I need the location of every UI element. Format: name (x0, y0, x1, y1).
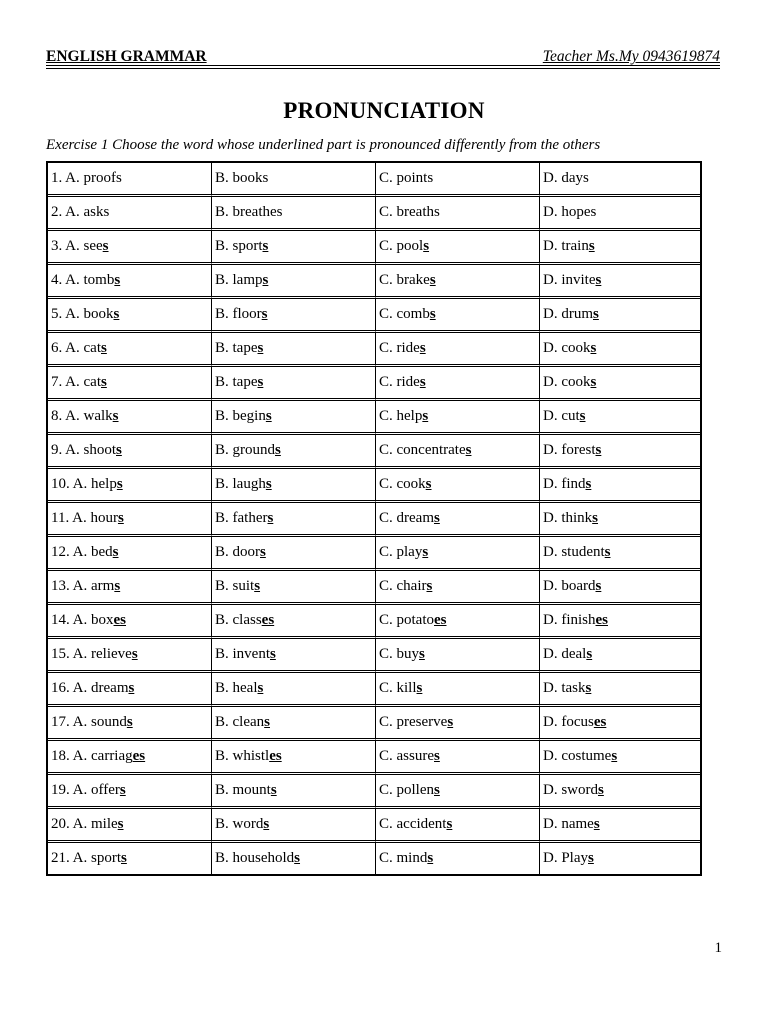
underlined-ending: s (598, 782, 604, 798)
option-text: D. think (543, 510, 593, 526)
option-text: D. name (543, 816, 594, 832)
option-text: B. clean (215, 714, 265, 730)
option-b-cell (212, 367, 376, 401)
option-c-cell (376, 605, 540, 639)
option-text: C. ride (379, 374, 420, 390)
option-text: D. train (543, 238, 589, 254)
question-row (48, 537, 700, 571)
underlined-ending: es (113, 612, 127, 628)
option-b-cell (212, 503, 376, 537)
option-text: B. sport (215, 238, 263, 254)
underlined-ending: es (269, 748, 282, 764)
underlined-ending: es (132, 748, 146, 764)
underlined-ending: s (294, 850, 301, 866)
underlined-ending: s (588, 850, 594, 866)
option-c-cell (376, 809, 540, 843)
option-c-cell (376, 673, 540, 707)
option-a-cell (48, 435, 212, 469)
option-text: B. tape (215, 374, 258, 390)
option-text: 21. A. sport (51, 850, 122, 866)
option-a-cell (48, 265, 212, 299)
option-text: C. concentrate (379, 442, 466, 458)
underlined-ending: s (590, 340, 597, 356)
header-rule-secondary (46, 68, 720, 69)
underlined-ending: s (419, 646, 425, 662)
option-b-cell (212, 605, 376, 639)
page-number: 1 (714, 940, 722, 956)
option-text: D. finish (543, 612, 596, 628)
option-text: B. laugh (215, 476, 266, 492)
question-row (48, 775, 700, 809)
option-d-cell (540, 333, 700, 367)
underlined-ending: s (585, 680, 592, 696)
underlined-ending: s (270, 646, 276, 662)
option-a-cell (48, 707, 212, 741)
underlined-ending: s (419, 374, 426, 390)
option-b-cell (212, 401, 376, 435)
question-row (48, 571, 700, 605)
option-a-cell (48, 741, 212, 775)
question-row (48, 673, 700, 707)
option-text: D. task (543, 680, 586, 696)
underlined-ending: s (112, 544, 119, 560)
option-text: 3. A. see (51, 238, 103, 254)
option-text: 9. A. shoot (51, 442, 117, 458)
underlined-ending: s (114, 272, 121, 288)
option-a-cell (48, 163, 212, 197)
option-text: B. breathes (215, 204, 283, 220)
option-text: C. points (379, 170, 434, 186)
option-text: C. dream (379, 510, 434, 526)
option-text: 12. A. bed (51, 544, 113, 560)
question-row (48, 707, 700, 741)
option-a-cell (48, 605, 212, 639)
option-text: B. father (215, 510, 268, 526)
option-b-cell (212, 333, 376, 367)
underlined-ending: s (465, 442, 472, 458)
underlined-ending: s (257, 340, 264, 356)
option-text: C. cook (379, 476, 426, 492)
underlined-ending: s (270, 782, 277, 798)
option-text: D. days (543, 170, 589, 186)
option-c-cell (376, 367, 540, 401)
option-text: B. whistl (215, 748, 270, 764)
option-a-cell (48, 401, 212, 435)
answer-table-body (48, 163, 700, 874)
underlined-ending: s (257, 680, 264, 696)
option-text: D. board (543, 578, 596, 594)
underlined-ending: s (595, 272, 602, 288)
question-row (48, 605, 700, 639)
option-c-cell (376, 775, 540, 809)
underlined-ending: s (257, 374, 264, 390)
option-text: B. invent (215, 646, 270, 662)
option-text: B. floor (215, 306, 262, 322)
underlined-ending: s (588, 238, 595, 254)
underlined-ending: s (585, 476, 592, 492)
option-b-cell (212, 843, 376, 874)
underlined-ending: s (593, 816, 600, 832)
option-c-cell (376, 843, 540, 874)
option-text: C. preserve (379, 714, 448, 730)
underlined-ending: s (429, 272, 436, 288)
question-row (48, 197, 700, 231)
option-d-cell (540, 741, 700, 775)
option-text: D. forest (543, 442, 596, 458)
underlined-ending: s (126, 714, 133, 730)
option-text: C. accident (379, 816, 447, 832)
option-b-cell (212, 571, 376, 605)
underlined-ending: s (267, 510, 274, 526)
underlined-ending: s (586, 646, 593, 662)
option-c-cell (376, 197, 540, 231)
underlined-ending: s (426, 578, 433, 594)
option-b-cell (212, 231, 376, 265)
option-text: 20. A. mile (51, 816, 118, 832)
underlined-ending: s (117, 816, 124, 832)
option-text: 14. A. box (51, 612, 114, 628)
option-d-cell (540, 231, 700, 265)
option-text: C. assure (379, 748, 434, 764)
underlined-ending: s (590, 374, 597, 390)
question-row (48, 469, 700, 503)
underlined-ending: s (595, 442, 602, 458)
option-text: 15. A. relieve (51, 646, 132, 662)
option-text: B. door (215, 544, 260, 560)
option-text: B. tape (215, 340, 258, 356)
option-d-cell (540, 401, 700, 435)
underlined-ending: s (265, 408, 272, 424)
underlined-ending: s (275, 442, 281, 458)
option-text: 13. A. arm (51, 578, 115, 594)
option-a-cell (48, 775, 212, 809)
question-row (48, 231, 700, 265)
underlined-ending: s (112, 408, 119, 424)
option-text: 1. A. proofs (51, 170, 122, 186)
underlined-ending: s (119, 782, 126, 798)
underlined-ending: s (434, 782, 440, 798)
option-b-cell (212, 809, 376, 843)
option-d-cell (540, 163, 700, 197)
option-a-cell (48, 333, 212, 367)
underlined-ending: s (116, 442, 122, 458)
option-c-cell (376, 435, 540, 469)
question-row (48, 843, 700, 874)
option-d-cell (540, 265, 700, 299)
underlined-ending: s (595, 578, 602, 594)
option-text: C. mind (379, 850, 428, 866)
option-c-cell (376, 639, 540, 673)
underlined-ending: s (116, 476, 123, 492)
option-text: B. word (215, 816, 264, 832)
option-a-cell (48, 639, 212, 673)
option-c-cell (376, 537, 540, 571)
question-row (48, 333, 700, 367)
option-text: C. play (379, 544, 423, 560)
option-d-cell (540, 435, 700, 469)
option-text: D. Play (543, 850, 588, 866)
underlined-ending: s (121, 850, 127, 866)
question-row (48, 265, 700, 299)
underlined-ending: es (434, 612, 447, 628)
underlined-ending: es (595, 612, 608, 628)
option-d-cell (540, 469, 700, 503)
option-d-cell (540, 775, 700, 809)
underlined-ending: s (260, 544, 266, 560)
option-text: D. deal (543, 646, 587, 662)
option-a-cell (48, 503, 212, 537)
underlined-ending: s (593, 306, 599, 322)
option-d-cell (540, 673, 700, 707)
question-row (48, 503, 700, 537)
option-b-cell (212, 435, 376, 469)
option-a-cell (48, 809, 212, 843)
option-b-cell (212, 673, 376, 707)
underlined-ending: es (261, 612, 275, 628)
underlined-ending: s (263, 816, 270, 832)
option-text: 7. A. cat (51, 374, 101, 390)
option-d-cell (540, 197, 700, 231)
option-c-cell (376, 707, 540, 741)
header-subject: ENGLISH GRAMMAR (46, 48, 207, 65)
underlined-ending: s (434, 748, 440, 764)
underlined-ending: s (102, 238, 109, 254)
option-text: D. cook (543, 374, 591, 390)
option-d-cell (540, 809, 700, 843)
option-text: C. potato (379, 612, 434, 628)
underlined-ending: s (128, 680, 135, 696)
underlined-ending: s (579, 408, 586, 424)
option-text: C. brake (379, 272, 430, 288)
underlined-ending: s (114, 578, 121, 594)
option-text: 2. A. asks (51, 204, 110, 220)
option-c-cell (376, 333, 540, 367)
question-row (48, 741, 700, 775)
option-text: 8. A. walk (51, 408, 113, 424)
option-text: 10. A. help (51, 476, 117, 492)
option-text: 6. A. cat (51, 340, 101, 356)
underlined-ending: s (427, 850, 434, 866)
option-text: 18. A. carriag (51, 748, 133, 764)
option-d-cell (540, 503, 700, 537)
option-a-cell (48, 469, 212, 503)
option-text: B. begin (215, 408, 266, 424)
option-text: C. pollen (379, 782, 434, 798)
underlined-ending: s (416, 680, 423, 696)
option-b-cell (212, 469, 376, 503)
option-a-cell (48, 537, 212, 571)
option-d-cell (540, 707, 700, 741)
option-text: D. cook (543, 340, 591, 356)
underlined-ending: s (262, 272, 269, 288)
option-d-cell (540, 639, 700, 673)
option-text: C. breaths (379, 204, 440, 220)
option-d-cell (540, 367, 700, 401)
underlined-ending: s (262, 238, 269, 254)
underlined-ending: s (433, 510, 440, 526)
question-row (48, 401, 700, 435)
option-d-cell (540, 299, 700, 333)
underlined-ending: s (604, 544, 611, 560)
option-d-cell (540, 537, 700, 571)
question-row (48, 639, 700, 673)
option-a-cell (48, 673, 212, 707)
underlined-ending: s (611, 748, 618, 764)
option-text: 19. A. offer (51, 782, 120, 798)
header-rule (46, 65, 720, 66)
underlined-ending: s (113, 306, 120, 322)
option-c-cell (376, 469, 540, 503)
question-row (48, 809, 700, 843)
option-text: B. lamp (215, 272, 263, 288)
option-a-cell (48, 571, 212, 605)
header-teacher-contact: Teacher Ms.My 0943619874 (542, 48, 720, 65)
option-c-cell (376, 571, 540, 605)
option-text: C. comb (379, 306, 430, 322)
option-c-cell (376, 163, 540, 197)
option-b-cell (212, 537, 376, 571)
option-b-cell (212, 299, 376, 333)
underlined-ending: s (101, 340, 107, 356)
option-c-cell (376, 299, 540, 333)
option-d-cell (540, 571, 700, 605)
option-text: C. kill (379, 680, 417, 696)
question-row (48, 435, 700, 469)
option-c-cell (376, 503, 540, 537)
option-a-cell (48, 299, 212, 333)
underlined-ending: s (101, 374, 107, 390)
option-text: D. cut (543, 408, 580, 424)
option-text: B. books (215, 170, 269, 186)
option-b-cell (212, 639, 376, 673)
question-row (48, 299, 700, 333)
page-header (46, 46, 720, 66)
option-text: 11. A. hour (51, 510, 118, 526)
option-text: B. household (215, 850, 295, 866)
option-text: B. ground (215, 442, 275, 458)
option-c-cell (376, 265, 540, 299)
underlined-ending: s (425, 476, 432, 492)
underlined-ending: s (422, 408, 429, 424)
option-text: D. focus (543, 714, 594, 730)
option-text: D. sword (543, 782, 598, 798)
underlined-ending: s (423, 238, 430, 254)
underlined-ending: s (447, 714, 454, 730)
option-text: C. buy (379, 646, 420, 662)
underlined-ending: s (429, 306, 436, 322)
option-d-cell (540, 605, 700, 639)
underlined-ending: s (254, 578, 261, 594)
option-c-cell (376, 231, 540, 265)
option-a-cell (48, 843, 212, 874)
option-text: D. invite (543, 272, 596, 288)
option-a-cell (48, 197, 212, 231)
underlined-ending: s (265, 476, 272, 492)
question-row (48, 163, 700, 197)
option-text: C. help (379, 408, 423, 424)
option-c-cell (376, 741, 540, 775)
underlined-ending: es (593, 714, 607, 730)
option-text: B. class (215, 612, 262, 628)
option-text: B. suit (215, 578, 255, 594)
option-text: 17. A. sound (51, 714, 127, 730)
option-text: C. pool (379, 238, 424, 254)
option-b-cell (212, 707, 376, 741)
option-text: D. hopes (543, 204, 597, 220)
option-b-cell (212, 775, 376, 809)
underlined-ending: s (261, 306, 268, 322)
option-text: 5. A. book (51, 306, 114, 322)
option-text: 16. A. dream (51, 680, 129, 696)
option-c-cell (376, 401, 540, 435)
underlined-ending: s (264, 714, 270, 730)
option-text: 4. A. tomb (51, 272, 115, 288)
option-b-cell (212, 741, 376, 775)
option-text: C. chair (379, 578, 427, 594)
option-text: B. mount (215, 782, 271, 798)
option-b-cell (212, 265, 376, 299)
answer-table (46, 161, 702, 876)
exercise-instructions: Exercise 1 Choose the word whose underlined part is pronounced differently from the others (46, 137, 601, 153)
option-text: B. heal (215, 680, 258, 696)
underlined-ending: s (446, 816, 453, 832)
underlined-ending: s (592, 510, 599, 526)
option-text: D. student (543, 544, 605, 560)
question-row (48, 367, 700, 401)
option-text: C. ride (379, 340, 420, 356)
option-a-cell (48, 367, 212, 401)
option-a-cell (48, 231, 212, 265)
option-b-cell (212, 163, 376, 197)
option-text: D. costume (543, 748, 612, 764)
page-title: PRONUNCIATION (283, 98, 485, 123)
option-d-cell (540, 843, 700, 874)
option-b-cell (212, 197, 376, 231)
underlined-ending: s (131, 646, 138, 662)
underlined-ending: s (117, 510, 124, 526)
underlined-ending: s (422, 544, 429, 560)
underlined-ending: s (419, 340, 426, 356)
option-text: D. drum (543, 306, 593, 322)
option-text: D. find (543, 476, 586, 492)
